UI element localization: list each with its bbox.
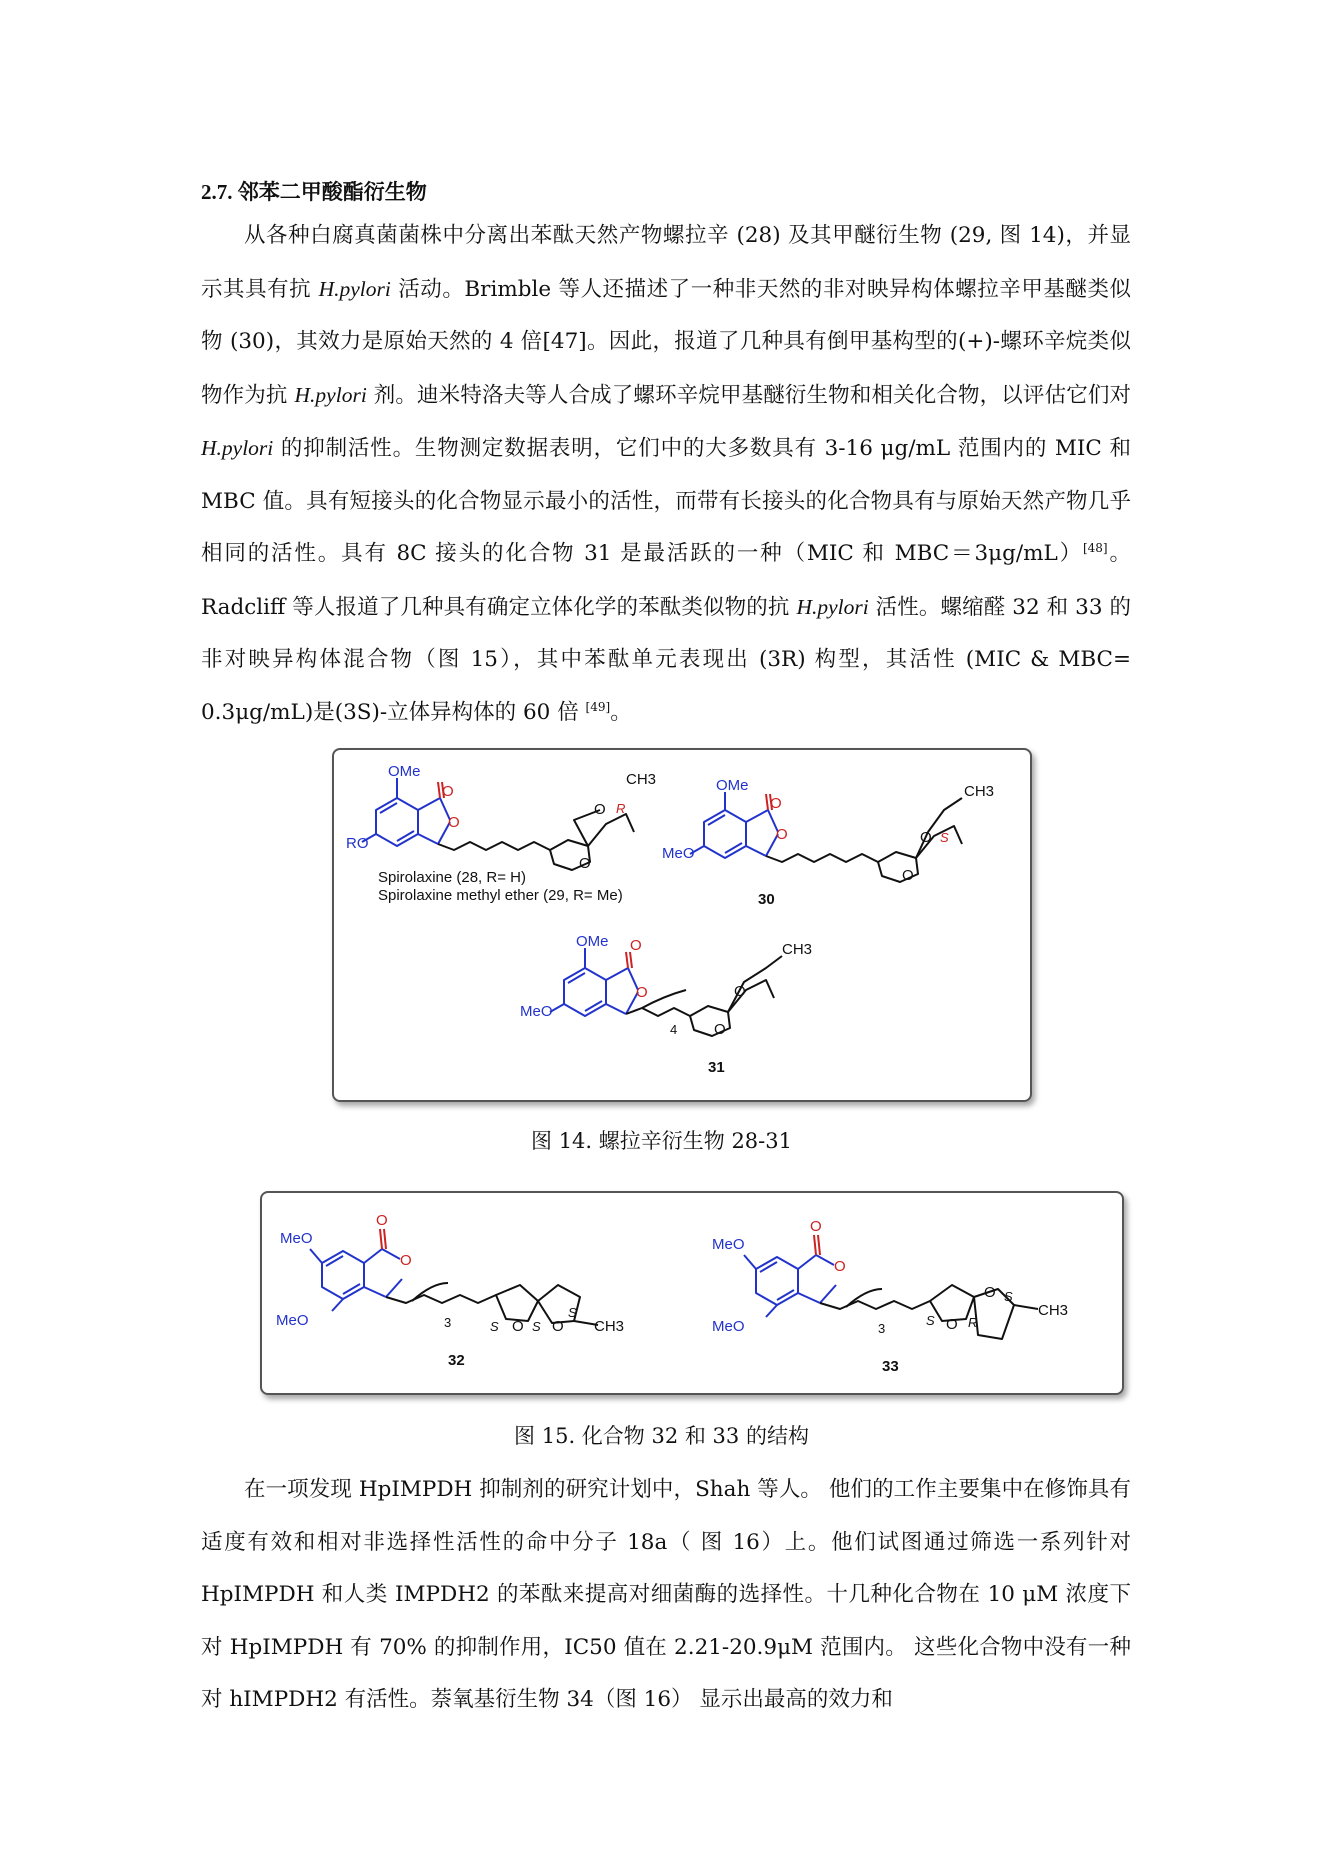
text-run: 。 Radcliff 等人报道了几种具有确定立体化学的苯酞类似物的抗 (201, 541, 1131, 620)
s-label-32b: S (532, 1319, 541, 1334)
text-run: 从各种白腐真菌菌株中分离出苯酞天然产物螺拉辛 (28) 及其甲醚衍生物 (29, 图 14)，并显示其具有抗 (201, 223, 1131, 302)
o-ring-label-33: O (834, 1258, 846, 1275)
meo-bottom-label-33: MeO (712, 1318, 745, 1335)
compound-30-label: 30 (758, 891, 775, 908)
species-name: H.pylori (318, 276, 391, 301)
structure-28-29 (362, 778, 634, 870)
o-label-31: O (630, 937, 642, 954)
ch3-label-28: CH3 (626, 771, 657, 788)
s-label-32c: S (568, 1305, 577, 1320)
o-ring2-label-30: O (902, 867, 914, 884)
paragraph-2 (201, 1464, 1131, 1727)
o-ring2-label-31: O (714, 1021, 726, 1038)
text-run: 活性。螺缩醛 32 和 33 的非对映异构体混合物（图 15），其中苯酞单元表现出 (3R) 构型，其活性 (MIC & MBC= 0.3μg/mL)是(3S)-立体异构体的 60 倍 (201, 594, 1131, 725)
r-label: R (616, 801, 626, 816)
ome-label-31: OMe (576, 933, 609, 950)
citation-ref: [49] (585, 699, 611, 714)
o-label-32: O (376, 1212, 388, 1229)
compound-32-label: 32 (448, 1352, 465, 1369)
o-label-30: O (770, 795, 782, 812)
meo-top-label-32: MeO (280, 1230, 313, 1247)
text-run: 活动。Brimble 等人还描述了一种非天然的非对映异构体螺拉辛甲基醚类似物 (30)，其效力是原始天然的 4 倍[47]。因此，报道了几种具有倒甲基构型的(+)-螺环辛烷类似物作为抗 (201, 276, 1131, 408)
paragraph-1 (201, 210, 1131, 739)
figure-14 (332, 748, 1032, 1102)
ch3-label-31: CH3 (782, 941, 813, 958)
ch3-label-30: CH3 (964, 783, 995, 800)
o-ring-label-31: O (636, 984, 648, 1001)
repeat-3-label-32: 3 (444, 1315, 452, 1330)
o-spiro-label-31: O (734, 983, 746, 1000)
ro-label: RO (346, 835, 369, 852)
o-ring-label-28: O (448, 814, 460, 831)
figure-14-caption: 图 14. 螺拉辛衍生物 28-31 (531, 1129, 792, 1153)
o-spiro-label-28: O (594, 801, 606, 818)
o-spiro-label-30: O (920, 829, 932, 846)
ome-label-30: OMe (716, 777, 749, 794)
compound-29-caption: Spirolaxine methyl ether (29, R= Me) (378, 887, 623, 904)
section-heading: 2.7. 邻苯二甲酸酯衍生物 (201, 180, 427, 204)
s-label-32a: S (490, 1319, 499, 1334)
compound-31-label: 31 (708, 1059, 725, 1076)
o-label-33: O (810, 1218, 822, 1235)
structure-32 (310, 1229, 598, 1325)
text-run: 。 (610, 699, 632, 725)
repeat-4-label: 4 (670, 1022, 678, 1037)
compound-28-caption: Spirolaxine (28, R= H) (378, 869, 526, 886)
o-spiro-a-label-33: O (946, 1316, 958, 1333)
o-spiro-b-label-33: O (984, 1284, 996, 1301)
text-run: 在一项发现 HpIMPDH 抑制剂的研究计划中，Shah 等人。 他们的工作主要集中在修饰具有适度有效和相对非选择性活性的命中分子 18a（ 图 16）上。他们试图通过筛选一系列针对 HpIMPDH 和人类 IMPDH2 的苯酞来提高对细菌酶的选择性。十几种化合物在 10 μM 浓度下对 HpIMPDH 有 70% 的抑制作用，IC50 值在 2.21-20.9μM 范围内。 这些化合物中没有一种对 hIMPDH2 有活性。萘氧基衍生物 34（图 16） 显示出最高的效力和 (201, 1477, 1131, 1712)
species-name: H.pylori (201, 436, 274, 460)
citation-ref: [48] (1082, 540, 1108, 555)
figure-15-caption: 图 15. 化合物 32 和 33 的结构 (514, 1424, 809, 1448)
meo-label-30: MeO (662, 845, 695, 862)
ch3-label-32: CH3 (594, 1318, 625, 1335)
meo-top-label-33: MeO (712, 1236, 745, 1253)
meo-label-31: MeO (520, 1003, 553, 1020)
species-name: H.pylori (796, 594, 869, 619)
o-ring-label-32: O (400, 1252, 412, 1269)
ome-label-28: OMe (388, 763, 421, 780)
o-ring2-label-28: O (579, 855, 591, 872)
s-label-33b: S (1004, 1289, 1013, 1304)
structure-31 (550, 948, 782, 1036)
figure-15 (260, 1191, 1124, 1395)
r-label-33: R (968, 1315, 978, 1330)
ch3-label-33: CH3 (1038, 1302, 1069, 1319)
s-label-33a: S (926, 1313, 935, 1328)
s-label: S (940, 830, 949, 845)
compound-33-label: 33 (882, 1358, 899, 1375)
o-spiro-a-label-32: O (512, 1318, 524, 1335)
o-ring-label-30: O (776, 826, 788, 843)
o-spiro-b-label-32: O (552, 1318, 564, 1335)
repeat-3-label-33: 3 (878, 1321, 886, 1336)
text-run: 的抑制活性。生物测定数据表明，它们中的大多数具有 3-16 μg/mL 范围内的 MIC 和 MBC 值。具有短接头的化合物显示最小的活性，而带有长接头的化合物具有与原始天然产物几乎相同的活性。具有 8C 接头的化合物 31 是最活跃的一种（MIC 和 MBC＝3μg/mL） (201, 436, 1131, 566)
meo-bottom-label-32: MeO (276, 1312, 309, 1329)
o-label-28: O (442, 783, 454, 800)
species-name: H.pylori (294, 382, 367, 407)
text-run: 剂。迪米特洛夫等人合成了螺环辛烷甲基醚衍生物和相关化合物，以评估它们对 (366, 382, 1131, 408)
